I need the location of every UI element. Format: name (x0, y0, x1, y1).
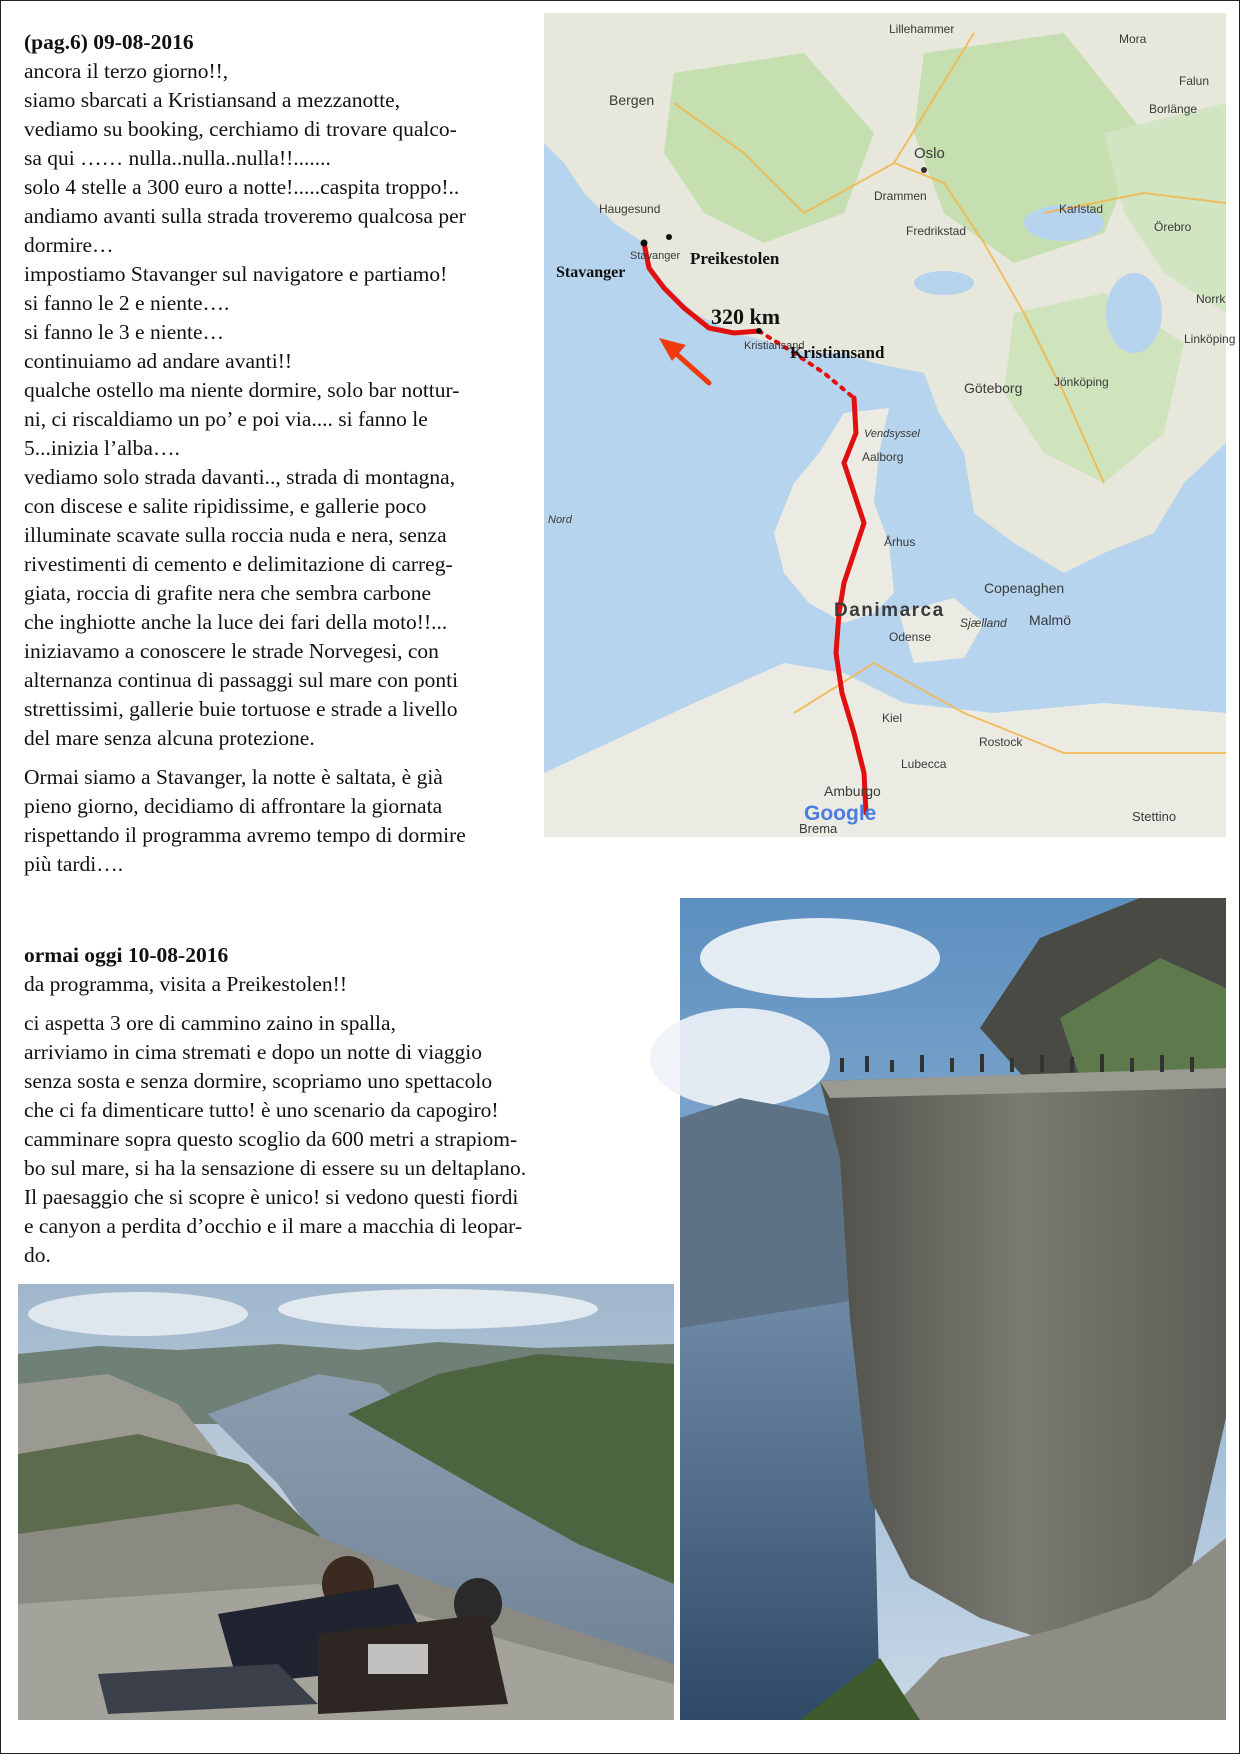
story-1-line: iniziavamo a conoscere le strade Norvegesi, con (24, 639, 439, 663)
story-2-line: Il paesaggio che si scopre è unico! si vedono questi fiordi (24, 1185, 519, 1209)
story-1-line: che inghiotte anche la luce dei fari della moto!!... (24, 610, 448, 634)
story-1-line: continuiamo ad andare avanti!! (24, 349, 293, 373)
story-2-subtitle: da programma, visita a Preikestolen!! (24, 972, 347, 996)
map-label-aalborg: Aalborg (862, 450, 904, 464)
story-1-line: siamo sbarcati a Kristiansand a mezzanotte, (24, 88, 401, 112)
map-label-drammen: Drammen (874, 189, 927, 203)
map-label-goteborg: Göteborg (964, 380, 1023, 396)
map-label-borlange: Borlänge (1149, 102, 1198, 116)
story-day-2 (24, 941, 624, 1270)
story-1-heading: (pag.6) 09-08-2016 (24, 30, 194, 54)
map-label-lubecca: Lubecca (901, 757, 947, 771)
story-1-line: impostiamo Stavanger sul navigatore e partiamo! (24, 262, 448, 286)
story-1-line: con discese e salite ripidissime, e gallerie poco (24, 494, 427, 518)
story-1-line: si fanno le 3 e niente… (24, 320, 225, 344)
story-1-line: qualche ostello ma niente dormire, solo bar nottur- (24, 378, 460, 402)
map-label-stavanger: Stavanger (556, 264, 626, 281)
map-label-copenaghen: Copenaghen (984, 580, 1065, 596)
map-label-sjaelland: Sjælland (960, 616, 1007, 630)
map-label-rostock: Rostock (979, 735, 1023, 749)
story-2-line: senza sosta e senza dormire, scopriamo uno spettacolo (24, 1069, 493, 1093)
story-2-line: e canyon a perdita d’occhio e il mare a macchia di leopar- (24, 1214, 522, 1238)
story-2-line: camminare sopra questo scoglio da 600 metri a strapiom- (24, 1127, 518, 1151)
story-2-line: arriviamo in cima stremati e dopo un notte di viaggio (24, 1040, 482, 1064)
story-1-line: ni, ci riscaldiamo un po’ e poi via.... si fanno le (24, 407, 428, 431)
map-label-brema: Brema (799, 821, 838, 836)
story-2-line: ci aspetta 3 ore di cammino zaino in spalla, (24, 1011, 396, 1035)
map-label-preikestolen: Preikestolen (690, 249, 780, 268)
story-day-1 (24, 28, 544, 879)
story-1-line: sa qui …… nulla..nulla..nulla!!....... (24, 146, 331, 170)
map-label-jonkoping: Jönköping (1054, 375, 1109, 389)
story-1-line: strettissimi, gallerie buie tortuose e strade a livello (24, 697, 458, 721)
story-1-line: alternanza continua di passaggi sul mare con ponti (24, 668, 459, 692)
story-1-line: vediamo solo strada davanti.., strada di montagna, (24, 465, 456, 489)
map-label-orebro: Örebro (1154, 220, 1192, 234)
story-1-line: solo 4 stelle a 300 euro a notte!.....caspita troppo!.. (24, 175, 460, 199)
map-label-aarhus: Århus (884, 535, 916, 549)
map-label-fredrikstad: Fredrikstad (906, 224, 967, 238)
map-label-kiel: Kiel (882, 711, 903, 725)
map-label-malmo: Malmö (1029, 612, 1072, 628)
story-1-line: del mare senza alcuna protezione. (24, 726, 315, 750)
story-2-body (24, 1009, 624, 1270)
map-label-kristiansand-small: Kristiansand (744, 340, 805, 352)
google-logo: Google (804, 802, 877, 825)
story-1-line: si fanno le 2 e niente…. (24, 291, 230, 315)
map-label-kristiansand: Kristiansand (790, 343, 885, 362)
map-label-oslo: Oslo (914, 145, 945, 162)
story-1-conclusion-line: rispettando il programma avremo tempo di dormire (24, 823, 466, 847)
story-1-conclusion-line: Ormai siamo a Stavanger, la notte è saltata, è già (24, 765, 443, 789)
story-1-body-conclusion (24, 763, 544, 879)
story-1-conclusion-line: più tardi…. (24, 852, 124, 876)
map-label-danimarca: Danimarca (834, 600, 945, 621)
map-label-falun: Falun (1179, 74, 1210, 88)
story-2-line: do. (24, 1243, 51, 1267)
story-2-line: bo sul mare, si ha la sensazione di essere su un deltaplano. (24, 1156, 527, 1180)
map-label-haugesund: Haugesund (599, 202, 661, 216)
fjord-photo-graphic (18, 1284, 674, 1720)
map-label-nord: Nord (548, 514, 572, 526)
map-label-bergen: Bergen (609, 92, 655, 108)
map-label-linkoping: Linköping (1184, 332, 1236, 346)
route-distance-label: 320 km (711, 304, 781, 329)
story-1-body (24, 57, 544, 753)
story-1-line: illuminate scavate sulla roccia nuda e nera, senza (24, 523, 447, 547)
story-1-line: dormire… (24, 233, 114, 257)
pulpit-photo-graphic (680, 898, 1226, 1720)
story-2-heading: ormai oggi 10-08-2016 (24, 943, 229, 967)
story-1-line: rivestimenti di cemento e delimitazione di carreg- (24, 552, 453, 576)
story-1-line: andiamo avanti sulla strada troveremo qualcosa per (24, 204, 466, 228)
map-label-vendsyssel: Vendsyssel (864, 428, 920, 440)
map-label-stavanger-small: Stavanger (630, 250, 681, 262)
story-1-conclusion-line: pieno giorno, decidiamo di affrontare la giornata (24, 794, 443, 818)
route-map (544, 13, 1236, 837)
story-1-line: 5...inizia l’alba…. (24, 436, 180, 460)
route-map-labels (544, 13, 1236, 837)
photo-couple-over-fjord (18, 1284, 674, 1720)
story-1-line: giata, roccia di grafite nera che sembra carbone (24, 581, 432, 605)
map-label-norrk: Norrk (1196, 292, 1226, 306)
map-label-stettino: Stettino (1132, 809, 1177, 824)
photo-preikestolen-cliff (680, 898, 1226, 1720)
story-1-line: ancora il terzo giorno!!, (24, 59, 229, 83)
map-label-amburgo: Amburgo (824, 783, 881, 799)
story-2-line: che ci fa dimenticare tutto! è uno scenario da capogiro! (24, 1098, 499, 1122)
story-1-line: vediamo su booking, cerchiamo di trovare qualco- (24, 117, 457, 141)
map-label-karlstad: Karlstad (1059, 202, 1104, 216)
map-label-odense: Odense (889, 630, 932, 644)
map-label-lillehammer: Lillehammer (889, 22, 955, 36)
map-label-mora: Mora (1119, 32, 1147, 46)
